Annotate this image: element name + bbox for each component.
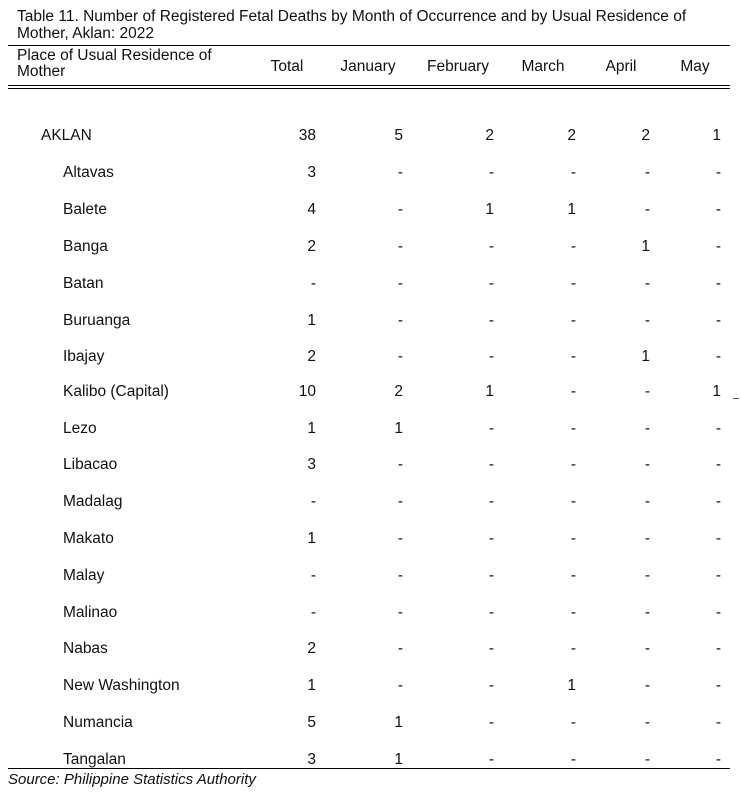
header-april: April <box>605 58 637 75</box>
cell-feb: - <box>488 420 494 437</box>
table-row <box>0 456 741 476</box>
cell-may: - <box>715 238 721 255</box>
table-row <box>0 604 741 624</box>
cell-mar: - <box>570 640 576 657</box>
cell-apr: - <box>644 567 650 584</box>
cell-mar: - <box>570 164 576 181</box>
cell-may: - <box>715 420 721 437</box>
table-row <box>0 348 741 368</box>
cell-feb: - <box>488 456 494 473</box>
header-place: Place of Usual Residence of Mother <box>17 47 212 80</box>
row-place-name: Nabas <box>63 640 108 657</box>
cell-feb: - <box>488 238 494 255</box>
cell-jan: - <box>397 238 403 255</box>
cell-may: - <box>715 751 721 768</box>
cell-feb: - <box>488 567 494 584</box>
cell-mar: - <box>570 567 576 584</box>
cell-total: 2 <box>307 238 316 255</box>
row-place-name: Balete <box>63 201 107 218</box>
header-total: Total <box>270 58 304 75</box>
cell-total: 1 <box>307 312 316 329</box>
margin-mark <box>733 398 739 399</box>
cell-feb: - <box>488 530 494 547</box>
cell-total: 3 <box>307 164 316 181</box>
cell-total: 4 <box>307 201 316 218</box>
cell-jan: - <box>397 677 403 694</box>
table-title: Table 11. Number of Registered Fetal Deaths by Month of Occurrence and by Usual Residence of Mother, Aklan: 2022 <box>17 8 687 42</box>
cell-jan: - <box>397 493 403 510</box>
header-january: January <box>340 58 396 75</box>
cell-may: - <box>715 677 721 694</box>
row-place-name: Libacao <box>63 456 118 473</box>
cell-jan: - <box>397 456 403 473</box>
row-place-name: Batan <box>63 275 104 292</box>
cell-may: - <box>715 714 721 731</box>
cell-jan: 1 <box>394 420 403 437</box>
cell-may: - <box>715 456 721 473</box>
cell-jan: - <box>397 604 403 621</box>
cell-feb: - <box>488 677 494 694</box>
cell-may: - <box>715 493 721 510</box>
cell-jan: - <box>397 640 403 657</box>
cell-mar: - <box>570 420 576 437</box>
cell-may: - <box>715 312 721 329</box>
source-note: Source: Philippine Statistics Authority <box>8 771 256 788</box>
cell-jan: 1 <box>394 714 403 731</box>
cell-may: - <box>715 567 721 584</box>
cell-jan: - <box>397 348 403 365</box>
cell-apr: 2 <box>641 127 650 144</box>
cell-may: - <box>715 640 721 657</box>
row-place-name: Madalag <box>63 493 123 510</box>
cell-mar: - <box>570 383 576 400</box>
row-place-name: Numancia <box>63 714 133 731</box>
table-row <box>0 275 741 295</box>
table-row <box>0 714 741 734</box>
cell-feb: - <box>488 493 494 510</box>
cell-feb: 1 <box>485 383 494 400</box>
row-place-name: Ibajay <box>63 348 105 365</box>
cell-may: - <box>715 348 721 365</box>
cell-may: - <box>715 530 721 547</box>
cell-feb: 1 <box>485 201 494 218</box>
table-row <box>0 383 741 403</box>
row-place-name: Kalibo (Capital) <box>63 383 169 400</box>
header-rule-1 <box>8 85 730 86</box>
cell-apr: - <box>644 530 650 547</box>
table-row <box>0 201 741 221</box>
cell-apr: - <box>644 383 650 400</box>
cell-apr: - <box>644 677 650 694</box>
cell-apr: - <box>644 714 650 731</box>
cell-total: - <box>310 567 316 584</box>
cell-total: 1 <box>307 530 316 547</box>
header-may: May <box>680 58 710 75</box>
cell-apr: 1 <box>641 238 650 255</box>
cell-apr: - <box>644 201 650 218</box>
cell-apr: - <box>644 751 650 768</box>
cell-mar: - <box>570 530 576 547</box>
cell-mar: - <box>570 493 576 510</box>
row-place-name: Buruanga <box>63 312 131 329</box>
cell-mar: - <box>570 312 576 329</box>
cell-total: - <box>310 493 316 510</box>
cell-total: 10 <box>298 383 316 400</box>
cell-total: 3 <box>307 751 316 768</box>
table-row <box>0 312 741 332</box>
cell-feb: - <box>488 751 494 768</box>
cell-mar: 1 <box>567 201 576 218</box>
cell-mar: 2 <box>567 127 576 144</box>
cell-jan: - <box>397 275 403 292</box>
cell-apr: - <box>644 456 650 473</box>
cell-jan: - <box>397 567 403 584</box>
cell-total: - <box>310 604 316 621</box>
cell-mar: 1 <box>567 677 576 694</box>
cell-mar: - <box>570 751 576 768</box>
cell-feb: - <box>488 275 494 292</box>
row-place-name: Malay <box>63 567 105 584</box>
table-row <box>0 530 741 550</box>
cell-mar: - <box>570 238 576 255</box>
cell-total: 1 <box>307 420 316 437</box>
cell-mar: - <box>570 348 576 365</box>
cell-total: 38 <box>298 127 316 144</box>
cell-mar: - <box>570 456 576 473</box>
cell-may: - <box>715 164 721 181</box>
cell-may: - <box>715 275 721 292</box>
cell-mar: - <box>570 714 576 731</box>
cell-total: 5 <box>307 714 316 731</box>
bottom-rule <box>8 768 730 769</box>
cell-jan: - <box>397 312 403 329</box>
row-place-name: New Washington <box>63 677 180 694</box>
cell-mar: - <box>570 275 576 292</box>
row-place-name: Makato <box>63 530 114 547</box>
cell-total: 3 <box>307 456 316 473</box>
table-row <box>0 127 741 147</box>
cell-jan: - <box>397 201 403 218</box>
cell-total: 2 <box>307 640 316 657</box>
cell-apr: 1 <box>641 348 650 365</box>
cell-apr: - <box>644 493 650 510</box>
row-place-name: Tangalan <box>63 751 126 768</box>
table-row <box>0 238 741 258</box>
cell-may: - <box>715 201 721 218</box>
table-row <box>0 493 741 513</box>
header-march: March <box>521 58 565 75</box>
cell-jan: 1 <box>394 751 403 768</box>
cell-jan: 5 <box>394 127 403 144</box>
table-row <box>0 164 741 184</box>
cell-may: 1 <box>712 127 721 144</box>
header-february: February <box>426 58 490 75</box>
cell-feb: - <box>488 312 494 329</box>
cell-may: 1 <box>712 383 721 400</box>
top-rule <box>8 45 730 46</box>
cell-feb: - <box>488 714 494 731</box>
cell-apr: - <box>644 164 650 181</box>
cell-feb: 2 <box>485 127 494 144</box>
row-place-name: Altavas <box>63 164 114 181</box>
table-row <box>0 420 741 440</box>
cell-jan: 2 <box>394 383 403 400</box>
row-place-name: Banga <box>63 238 108 255</box>
cell-jan: - <box>397 164 403 181</box>
cell-feb: - <box>488 604 494 621</box>
table-row <box>0 677 741 697</box>
table-row <box>0 567 741 587</box>
row-place-name: Lezo <box>63 420 97 437</box>
cell-mar: - <box>570 604 576 621</box>
cell-apr: - <box>644 275 650 292</box>
table-row <box>0 640 741 660</box>
row-place-name: AKLAN <box>41 127 92 144</box>
header-rule-2 <box>8 88 730 89</box>
cell-may: - <box>715 604 721 621</box>
cell-feb: - <box>488 348 494 365</box>
cell-feb: - <box>488 640 494 657</box>
cell-total: 2 <box>307 348 316 365</box>
cell-feb: - <box>488 164 494 181</box>
cell-total: 1 <box>307 677 316 694</box>
cell-apr: - <box>644 420 650 437</box>
cell-total: - <box>310 275 316 292</box>
cell-apr: - <box>644 312 650 329</box>
row-place-name: Malinao <box>63 604 118 621</box>
cell-jan: - <box>397 530 403 547</box>
cell-apr: - <box>644 604 650 621</box>
cell-apr: - <box>644 640 650 657</box>
